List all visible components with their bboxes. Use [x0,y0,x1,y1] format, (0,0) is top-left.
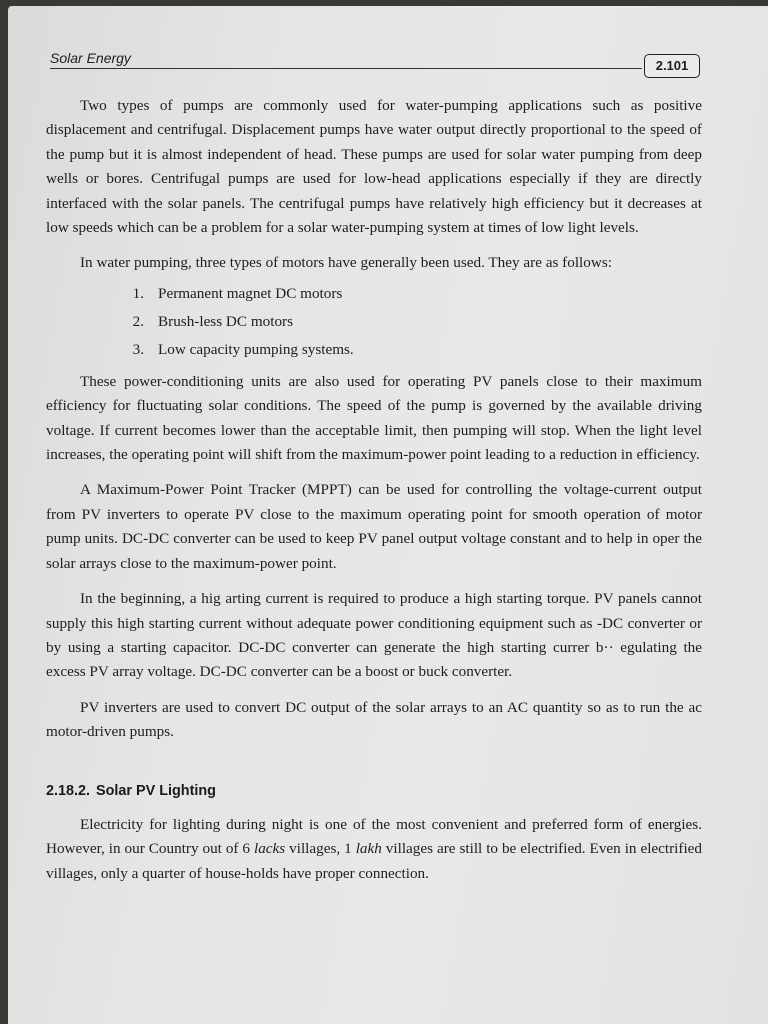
paragraph-power-conditioning: These power-conditioning units are also used for operating PV panels close to their maximum efficiency for fluctuating solar conditions. The speed of the pump is governed by the available driving voltage. If current becomes lower than the acceptable limit, then pumping will stop. When the light level increases, the operating point will shift from the maximum-power point leading to a reduction in efficiency. [46,372,702,464]
pv-lighting-text-middle: villages, 1 [285,840,356,858]
pv-lighting-text-end: villages are still to be electrified. Even in electrified villages, only a quarter of house-holds have proper connection. [46,840,703,882]
header-rule [50,68,642,69]
list-item-text: Permanent magnet DC motors [158,284,343,302]
list-item [46,336,702,364]
pv-lighting-lakh: lakh [355,840,382,858]
paragraph-mppt: A Maximum-Power Point Tracker (MPPT) can be used for controlling the voltage-current output from PV inverters to operate PV close to the maximum operating point for smooth operation of motor pump units. DC-DC converter can be used to keep PV panel output voltage constant and to help in oper the solar arrays close to the maximum-power point. [46,481,702,572]
paragraph-pv-lighting [46,813,702,886]
paragraph-pump-types: Two types of pumps are commonly used for water-pumping applications such as positive displacement and centrifugal. Displacement pumps have water output directly proportional to the speed of the pump but it is almost independent of head. These pumps are used for solar water pumping from deep wells or bores. Centrifugal pumps are used for low-head applications especially if they are directly interfaced with the solar panels. The centrifugal pumps have relatively high efficiency but it decreases at low speeds which can be a problem for a solar water-pumping system at times of low light levels. [46,97,702,237]
page-number: 2.101 [644,54,700,78]
page-body [46,94,702,897]
section-heading [46,779,702,803]
paragraph-pv-inverters: PV inverters are used to convert DC output of the solar arrays to an AC quantity so as to run the ac motor-driven pumps. [46,698,702,741]
book-page [8,6,768,1024]
list-item-number: 2. [132,312,144,330]
paragraph-starting-current: In the beginning, a hig arting current is required to produce a high starting torque. PV panels cannot supply this high starting current without adequate power conditioning equipment such as -DC converter or by using a starting capacitor. DC-DC converter can generate the high starting currer b·· egulating the excess PV array voltage. DC-DC converter can be a boost or buck converter. [46,590,702,681]
motor-list [46,280,702,364]
list-item [46,280,702,308]
paragraph-motor-types-intro: In water pumping, three types of motors have generally been used. They are as follows: [80,254,612,272]
running-head-title: Solar Energy [50,50,131,66]
list-item-text: Brush-less DC motors [158,312,294,330]
running-header [50,46,700,72]
section-title: Solar PV Lighting [96,782,216,799]
section-number: 2.18.2. [46,782,91,799]
list-item-number: 3. [132,340,144,358]
list-item-text: Low capacity pumping systems. [158,340,354,358]
pv-lighting-text-start: Electricity for lighting during night is one of the most convenient and preferred form of energies. However, in our Country out of 6 [46,815,702,858]
pv-lighting-lacks: lacks [253,840,286,858]
list-item-number: 1. [132,284,144,302]
list-item [46,308,702,336]
